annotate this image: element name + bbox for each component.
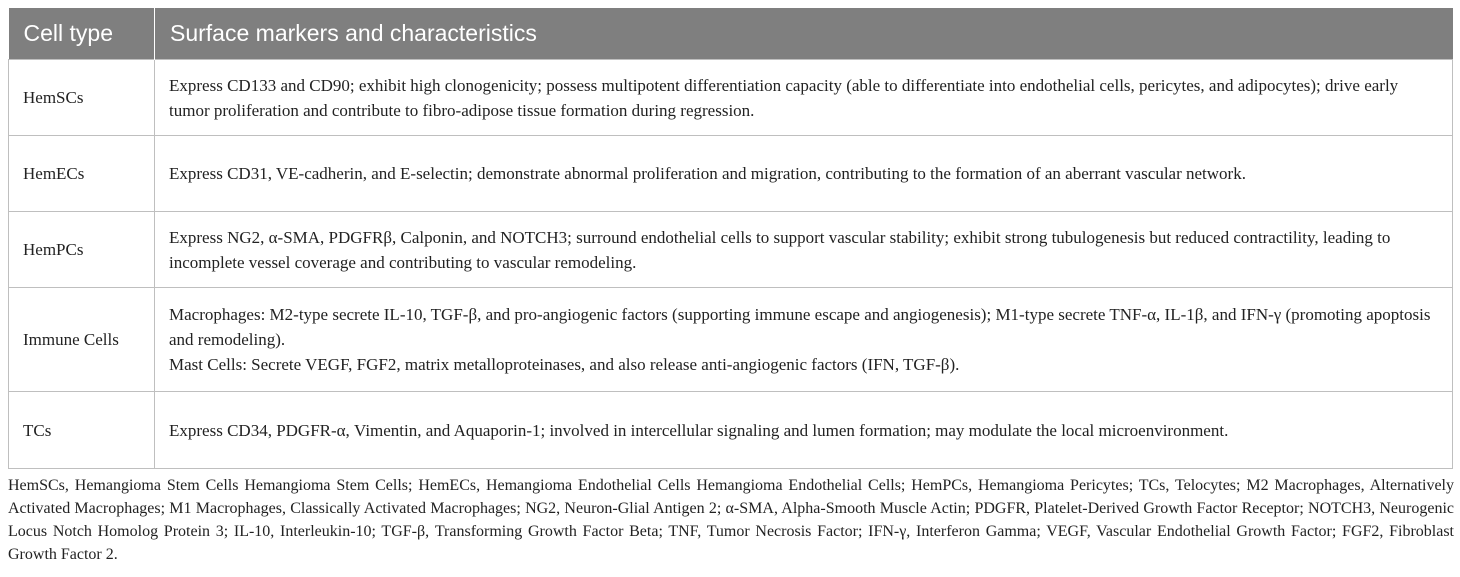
cell-type-name: HemPCs bbox=[9, 212, 155, 288]
header-cell-type: Cell type bbox=[9, 8, 155, 60]
cell-description: Express CD31, VE-cadherin, and E-selectin; demonstrate abnormal proliferation and migration, contributing to the formation of an aberrant vascular network. bbox=[155, 136, 1453, 212]
table-row bbox=[9, 288, 1453, 392]
cell-description: Express NG2, α-SMA, PDGFRβ, Calponin, and NOTCH3; surround endothelial cells to support vascular stability; exhibit strong tubulogenesis but reduced contractility, leading to incomplete vessel coverage and contributing to vascular remodeling. bbox=[155, 212, 1453, 288]
table-body bbox=[9, 60, 1453, 469]
table-header bbox=[9, 8, 1453, 60]
table-row bbox=[9, 392, 1453, 469]
table-row bbox=[9, 60, 1453, 136]
cell-description bbox=[155, 288, 1453, 392]
cell-type-name: HemSCs bbox=[9, 60, 155, 136]
header-row bbox=[9, 8, 1453, 60]
cell-type-table bbox=[8, 8, 1453, 469]
cell-type-name: TCs bbox=[9, 392, 155, 469]
macrophages-description: Macrophages: M2-type secrete IL-10, TGF-β, and pro-angiogenic factors (supporting immune escape and angiogenesis); M1-type secrete TNF-α, IL-1β, and IFN-γ (promoting apoptosis and remodeling). bbox=[169, 305, 1431, 349]
cell-type-name: Immune Cells bbox=[9, 288, 155, 392]
table-footnote: HemSCs, Hemangioma Stem Cells Hemangioma Stem Cells; HemECs, Hemangioma Endothelial Cells Hemangioma Endothelial Cells; HemPCs, Hemangioma Pericytes; TCs, Telocytes; M2 Macrophages, Alternatively Activated Macrophages; M1 Macrophages, Classically Activated Macrophages; NG2, Neuron-Glial Antigen 2; α-SMA, Alpha-Smooth Muscle Actin; PDGFR, Platelet-Derived Growth Factor Receptor; NOTCH3, Neurogenic Locus Notch Homolog Protein 3; IL-10, Interleukin-10; TGF-β, Transforming Growth Factor Beta; TNF, Tumor Necrosis Factor; IFN-γ, Interferon Gamma; VEGF, Vascular Endothelial Growth Factor; FGF2, Fibroblast Growth Factor 2. bbox=[8, 477, 1454, 563]
header-markers: Surface markers and characteristics bbox=[155, 8, 1453, 60]
cell-description: Express CD34, PDGFR-α, Vimentin, and Aquaporin-1; involved in intercellular signaling and lumen formation; may modulate the local microenvironment. bbox=[155, 392, 1453, 469]
mast-cells-description: Mast Cells: Secrete VEGF, FGF2, matrix metalloproteinases, and also release anti-angiogenic factors (IFN, TGF-β). bbox=[169, 355, 960, 374]
table-row bbox=[9, 136, 1453, 212]
cell-description: Express CD133 and CD90; exhibit high clonogenicity; possess multipotent differentiation capacity (able to differentiate into endothelial cells, pericytes, and adipocytes); drive early tumor proliferation and contribute to fibro-adipose tissue formation during regression. bbox=[155, 60, 1453, 136]
table-row bbox=[9, 212, 1453, 288]
cell-type-name: HemECs bbox=[9, 136, 155, 212]
cell-type-table-container bbox=[8, 8, 1452, 469]
